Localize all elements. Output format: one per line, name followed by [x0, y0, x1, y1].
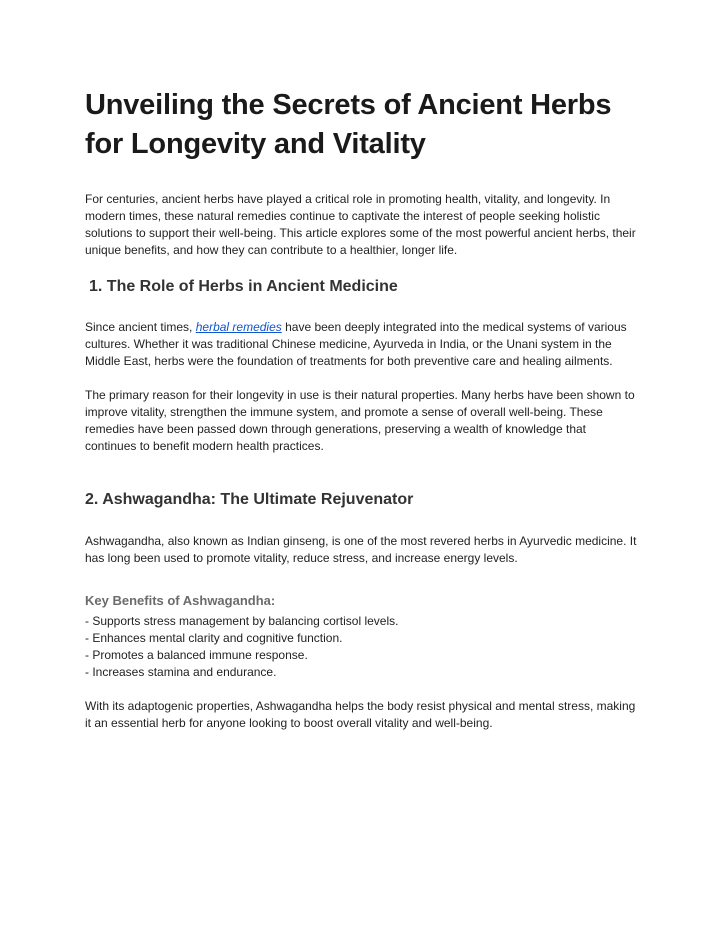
- page-title: Unveiling the Secrets of Ancient Herbs for Longevity and Vitality: [85, 89, 612, 160]
- list-item: - Promotes a balanced immune response.: [85, 648, 308, 662]
- list-item: - Enhances mental clarity and cognitive function.: [85, 631, 343, 645]
- benefits-list: [85, 613, 640, 681]
- intro-paragraph: For centuries, ancient herbs have played a critical role in promoting health, vitality, and longevity. In modern times, these natural remedies continue to captivate the interest of people seeking holistic solutions to support their well-being. This article explores some of the most powerful ancient herbs, their unique benefits, and how they can contribute to a healthier, longer life.: [85, 192, 636, 257]
- section-2-paragraph-2: With its adaptogenic properties, Ashwagandha helps the body resist physical and mental stress, making it an essential herb for anyone looking to boost overall vitality and well-being.: [85, 699, 636, 730]
- benefits-heading: Key Benefits of Ashwagandha:: [85, 593, 276, 608]
- section-1-paragraph-1: [85, 319, 640, 370]
- paragraph-text: have been deeply integrated into the medical systems of various cultures. Whether it was traditional Chinese medicine, Ayurveda in India, or the Unani system in the Middle East, herbs were the foundation of treatments for both preventive care and healing ailments.: [85, 320, 627, 368]
- paragraph-text: Since ancient times,: [85, 320, 196, 334]
- herbal-remedies-link[interactable]: herbal remedies: [195, 320, 282, 334]
- section-1-paragraph-2: The primary reason for their longevity in use is their natural properties. Many herbs have been shown to improve vitality, strengthen the immune system, and promote a sense of overall well-being. These remedies have been passed down through generations, preserving a wealth of knowledge that continues to benefit modern health practices.: [85, 388, 635, 453]
- document-page: [85, 86, 640, 732]
- section-2-heading: 2. Ashwagandha: The Ultimate Rejuvenator: [85, 491, 414, 508]
- section-1-heading: 1. The Role of Herbs in Ancient Medicine: [89, 278, 398, 295]
- list-item: - Supports stress management by balancing cortisol levels.: [85, 614, 399, 628]
- list-item: - Increases stamina and endurance.: [85, 665, 277, 679]
- section-2-paragraph-1: Ashwagandha, also known as Indian ginseng, is one of the most revered herbs in Ayurvedic medicine. It has long been used to promote vitality, reduce stress, and increase energy levels.: [85, 534, 637, 565]
